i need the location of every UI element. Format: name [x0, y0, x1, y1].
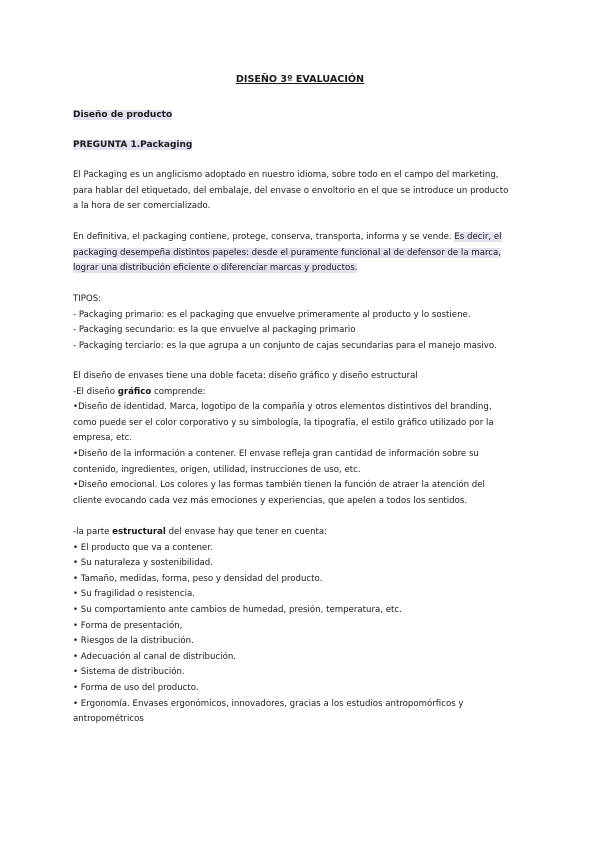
estructural-item: • Tamaño, medidas, forma, peso y densidad del producto. — [73, 573, 323, 584]
tipos-section — [73, 292, 533, 354]
definition-line — [73, 261, 533, 277]
grafico-line: •Diseño de identidad. Marca, logotipo de la compañía y otros elementos distintivos del branding, — [73, 402, 492, 413]
grafico-line: •Diseño emocional. Los colores y las formas también tienen la función de atraer la atención del — [73, 480, 485, 491]
estructural-item: • Su fragilidad o resistencia. — [73, 589, 195, 600]
estructural-item: • El producto que va a contener. — [73, 542, 213, 553]
estructural-item: • Forma de presentación, — [73, 620, 183, 631]
grafico-section — [73, 369, 533, 509]
estructural-item: • Su comportamiento ante cambios de humedad, presión, temperatura, etc. — [73, 604, 402, 615]
estructural-intro-post: del envase hay que tener en cuenta: — [165, 527, 328, 537]
estructural-item: antropométricos — [73, 714, 144, 725]
intro-line: El Packaging es un anglicismo adoptado en nuestro idioma, sobre todo en el campo del marketing, — [73, 170, 499, 180]
estructural-intro — [73, 525, 533, 541]
grafico-line: •Diseño de la información a contener. El envase refleja gran cantidad de información sobre su — [73, 448, 479, 459]
definition-paragraph — [73, 230, 533, 277]
question-heading-text: PREGUNTA 1.Packaging — [73, 140, 193, 150]
tipos-item: - Packaging primario: es el packaging que envuelve primeramente al producto y lo sostiene. — [73, 309, 471, 320]
tipos-heading: TIPOS: — [73, 294, 102, 304]
grafico-line: cliente evocando cada vez más emociones y experiencias, que apelen a todos los sentidos. — [73, 495, 468, 506]
section-heading-text: Diseño de producto — [73, 110, 173, 120]
grafico-heading — [73, 385, 533, 401]
definition-highlight: Es decir, el — [454, 232, 502, 242]
document-title: DISEÑO 3º EVALUACIÓN — [235, 74, 365, 85]
grafico-line: empresa, etc. — [73, 433, 133, 444]
tipos-item: - Packaging terciario: es la que agrupa a un conjunto de cajas secundarias para el manejo masivo. — [73, 340, 497, 351]
grafico-intro: El diseño de envases tiene una doble faceta: diseño gráfico y diseño estructural — [73, 371, 418, 381]
grafico-line: como puede ser el color corporativo y su simbología, la tipografía, el estilo gráfico utilizado por la — [73, 417, 494, 428]
estructural-intro-pre: -la parte — [73, 527, 113, 537]
estructural-item: • Ergonomía. Envases ergonómicos, innovadores, gracias a los estudios antropomórficos y — [73, 698, 464, 709]
intro-line: a la hora de ser comercializado. — [73, 201, 211, 212]
estructural-section — [73, 525, 533, 728]
intro-line: para hablar del etiquetado, del embalaje, del envase o envoltorio en el que se introduce un producto — [73, 185, 509, 196]
grafico-line: contenido, ingredientes, origen, utilidad, instrucciones de uso, etc. — [73, 464, 361, 475]
grafico-heading-pre: -El diseño — [73, 386, 118, 397]
definition-line — [73, 246, 533, 262]
tipos-item: - Packaging secundario: es la que envuelve al packaging primario — [73, 325, 356, 336]
grafico-heading-bold: gráfico — [117, 386, 152, 397]
estructural-item: • Riesgos de la distribución. — [73, 636, 194, 647]
estructural-item: • Adecuación al canal de distribución. — [73, 651, 236, 662]
intro-paragraph — [73, 168, 533, 215]
definition-line — [73, 230, 533, 246]
estructural-item: • Sistema de distribución. — [73, 667, 185, 678]
grafico-heading-post: comprende: — [151, 386, 206, 397]
definition-highlight: packaging desempeña distintos papeles: desde el puramente funcional al de defensor de la marca, — [73, 247, 502, 258]
estructural-intro-bold: estructural — [112, 527, 166, 537]
estructural-item: • Forma de uso del producto. — [73, 682, 199, 693]
question-heading — [73, 138, 192, 154]
definition-highlight: lograr una distribución eficiente o diferenciar marcas y productos. — [73, 263, 358, 274]
definition-plain-text: En definitiva, el packaging contiene, protege, conserva, transporta, informa y se vende. — [73, 232, 455, 242]
estructural-item: • Su naturaleza y sostenibilidad. — [73, 558, 213, 569]
section-heading — [73, 108, 172, 124]
